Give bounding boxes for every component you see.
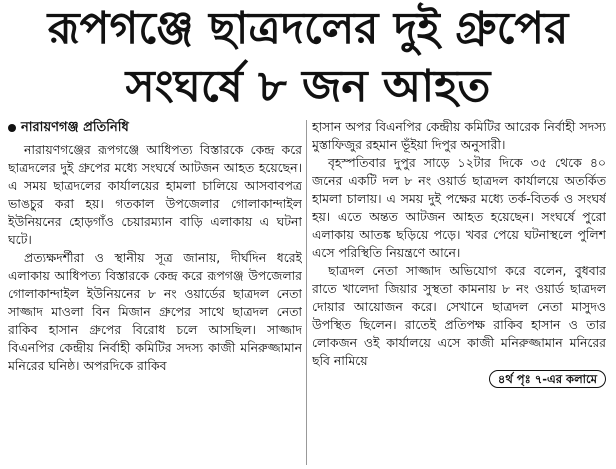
paragraph: প্রত্যক্ষদর্শীরা ও স্থানীয় সূত্র জানায়, দীর্ঘদিন ধরেই এলাকায় আধিপত্য বিস্তারকে কেন্দ্র করে রূপগঞ্জ উপজেলার গোলাকান্দাইল ইউনিয়নের ৮ নং ওয়ার্ডের ছাত্রদল নেতা সাজ্জাদ মাওলা বিন মিজান গ্রুপের সাথে ছাত্রদল নেতা রাকিব হাসান গ্রুপের বিরোধ চলে আসছিল। সাজ্জাদ বিএনপির কেন্দ্রীয় নির্বাহী কমিটির সদস্য কাজী মনিরুজ্জামান মনিরের ঘনিষ্ঠ। অপরদিকে রাকিব [8,250,302,373]
continuation-line [312,370,606,388]
paragraph: নারায়ণগঞ্জের রূপগঞ্জে আধিপত্য বিস্তারকে কেন্দ্র করে ছাত্রদলের দুই গ্রুপের মধ্যে সংঘর্ষে আটজন আহত হয়েছেন। এ সময় ছাত্রদলের কার্যালয়ের হামলা চালিয়ে আসবাবপত্র ভাঙচুর করা হয়। গতকাল উপজেলার গোলাকান্দাইল ইউনিয়নের হোড়গাঁও চেয়ারম্যান বাড়ি এলাকায় এ ঘটনা ঘটে। [8,142,302,247]
headline-line-1: রূপগঞ্জে ছাত্রদলের দুই গ্রুপের [47,3,569,54]
paragraph: ছাত্রদল নেতা সাজ্জাদ অভিযোগ করে বলেন, বুধবার রাতে খালেদা জিয়ার সুস্থতা কামনায় ৮ নং ওয়ার্ড ছাত্রদল দোয়ার আয়োজন করে। সেখানে ছাত্রদল নেতা মাসুদও উপস্থিত ছিলেন। রাতেই প্রতিপক্ষ রাকিব হাসান ও তার লোকজন ওই কার্যালয়ে এসে কাজী মনিরুজ্জামান মনিরের ছবি নামিয়ে [312,263,606,368]
paragraph: বৃহস্পতিবার দুপুর সাড়ে ১২টার দিকে ৩৫ থেকে ৪০ জনের একটি দল ৮ নং ওয়ার্ড ছাত্রদল কার্যালয়ে অতর্কিত হামলা চালায়। এ সময় দুই পক্ষের মধ্যে তর্ক-বিতর্ক ও সংঘর্ষ হয়। এতে অন্তত আটজন আহত হয়েছেন। সংঘর্ষে পুরো এলাকায় আতঙ্ক ছড়িয়ে পড়ে। খবর পেয়ে ঘটনাস্থলে পুলিশ এসে পরিস্থিতি নিয়ন্ত্রণে আনে। [312,155,606,260]
paragraph: হাসান অপর বিএনপির কেন্দ্রীয় কমিটির আরেক নির্বাহী সদস্য মুস্তাফিজুর রহমান ভূঁইয়া দিপুর অনুসারী। [312,119,606,152]
byline-text: নারায়ণগঞ্জ প্রতিনিধি [21,120,129,135]
byline [8,118,302,138]
continuation-note: ৪র্থ পৃঃ ৭-এর কলামে [489,370,606,388]
headline-line-2: সংঘর্ষে ৮ জন আহত [125,61,491,112]
headline [0,0,616,116]
article-column-right [312,118,606,466]
article-column-left [8,118,302,466]
bullet-icon [8,124,16,132]
column-divider [306,120,307,465]
